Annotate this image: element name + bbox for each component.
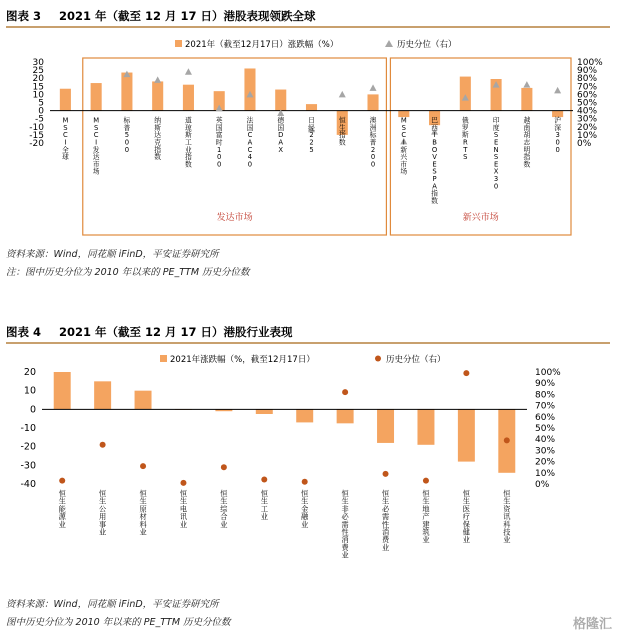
figure4-label: 图表 4 [6, 325, 42, 339]
legend-bar-swatch [175, 40, 182, 47]
y2-tick-label: 30% [577, 114, 598, 125]
y-tick-label: 10 [32, 90, 44, 101]
y-tick-label: 10 [23, 385, 36, 397]
percentile-marker [302, 479, 308, 485]
legend-bar-label: 2021年涨跌幅（%，截至12月17日） [170, 355, 315, 365]
category-label: 德国 D A X [277, 116, 285, 154]
group-label: 发达市场 [216, 213, 253, 223]
y2-tick-label: 10% [577, 130, 598, 141]
bar [94, 381, 111, 409]
figure3-label: 图表 3 [6, 9, 42, 23]
legend-bar-swatch [160, 355, 167, 362]
y-tick-label: 5 [38, 98, 44, 109]
category-label: 恒生公用事业 [99, 489, 107, 537]
y2-tick-label: 60% [577, 90, 598, 101]
percentile-marker [463, 370, 469, 376]
category-label: 恒生金融业 [301, 489, 309, 529]
category-label: 巴西 I B O V E S P A 指数 [431, 116, 438, 205]
bar [60, 89, 71, 111]
figure4-title: 2021 年（截至 12 月 17 日）港股行业表现 [59, 325, 293, 339]
y-tick-label: -20 [20, 441, 36, 453]
category-label: 恒生综合业 [220, 489, 228, 529]
y2-tick-label: 50% [577, 98, 598, 109]
category-label: 恒生地产建筑业 [422, 489, 430, 545]
y2-tick-label: 90% [577, 66, 598, 77]
bar [135, 391, 152, 410]
y2-tick-label: 0% [535, 480, 550, 490]
percentile-marker [554, 87, 561, 94]
category-label: 印度 S E N S E X 3 0 [492, 116, 500, 191]
bar [54, 372, 71, 409]
bar [183, 85, 194, 111]
bar [91, 83, 102, 111]
bar [367, 94, 378, 110]
category-label: 越南胡志明指数 [523, 116, 531, 169]
category-label: M S C I 全球 [61, 116, 69, 162]
bar [121, 73, 132, 111]
bar [306, 104, 317, 110]
y-tick-label: -20 [29, 139, 44, 149]
figure3-title: 2021 年（截至 12 月 17 日）港股表现领跌全球 [59, 9, 316, 23]
category-label: 俄罗斯 R T S [461, 116, 469, 162]
category-label: M S C I 新兴市场 [400, 116, 408, 176]
bar [377, 409, 394, 443]
category-label: 法国 C A C 4 0 [246, 116, 254, 169]
percentile-marker [59, 478, 65, 484]
y2-tick-label: 10% [535, 468, 556, 479]
y-tick-label: 20 [32, 74, 44, 85]
percentile-marker [140, 463, 146, 469]
category-label: 标普 5 0 0 [123, 116, 131, 154]
bar [256, 409, 273, 414]
category-label: 沪深 3 0 0 [554, 116, 562, 154]
legend-marker-symbol [385, 40, 393, 47]
category-label: 恒生能源业 [58, 489, 66, 529]
y-tick-label: -40 [20, 479, 36, 490]
percentile-marker [370, 84, 377, 91]
percentile-marker [339, 91, 346, 98]
percentile-marker [342, 389, 348, 395]
percentile-marker [185, 68, 192, 75]
bar [458, 409, 475, 461]
y2-tick-label: 70% [577, 82, 598, 93]
figure3-chart [0, 30, 618, 238]
category-label: 道琼斯工业指数 [185, 116, 192, 169]
y-tick-label: -10 [29, 122, 44, 133]
y2-tick-label: 60% [535, 412, 556, 423]
y-tick-label: 0 [29, 404, 36, 416]
figure3-header [6, 6, 610, 28]
y-tick-label: 20 [23, 367, 36, 378]
figure4-chart [0, 346, 618, 592]
figure4-svg [0, 346, 618, 592]
y2-tick-label: 70% [535, 401, 556, 412]
percentile-marker [261, 477, 267, 483]
percentile-marker [154, 76, 161, 83]
legend-marker-symbol [375, 356, 381, 362]
legend-marker-label: 历史分位（右） [386, 355, 446, 365]
y-tick-label: -30 [20, 460, 36, 472]
category-label: 恒生原材料业 [139, 489, 147, 537]
legend-marker-label: 历史分位（右） [397, 40, 457, 50]
category-label: 恒生电讯业 [179, 489, 188, 529]
y2-tick-label: 80% [535, 390, 556, 401]
percentile-marker [504, 437, 510, 443]
figure4-header [6, 322, 610, 344]
percentile-marker [383, 471, 389, 477]
y-tick-label: -10 [20, 423, 36, 434]
y2-tick-label: 40% [577, 106, 598, 117]
y-tick-label: 30 [32, 58, 44, 68]
y2-tick-label: 20% [577, 122, 598, 133]
watermark: 格隆汇 [572, 617, 612, 632]
bar [417, 409, 434, 444]
category-label: M S C I 发达市场 [92, 116, 100, 176]
y2-tick-label: 50% [535, 424, 556, 434]
y2-tick-label: 100% [535, 368, 561, 378]
group-box [390, 58, 571, 235]
bar [296, 409, 313, 422]
percentile-marker [523, 81, 530, 88]
legend-bar-label: 2021年（截至12月17日）涨跌幅（%） [185, 40, 339, 50]
y2-tick-label: 40% [535, 435, 556, 446]
y2-tick-label: 80% [577, 74, 598, 85]
bar [152, 81, 163, 110]
category-label: 纳斯达克指数 [154, 116, 162, 162]
category-label: 恒生工业 [260, 489, 268, 522]
figure3-note: 注：图中历史分位为 2010 年以来的 PE_TTM 历史分位数 [6, 267, 250, 278]
figure4-source: 资料来源：Wind，同花顺 iFinD，平安证券研究所 [6, 599, 219, 610]
figure3-svg [0, 30, 618, 238]
group-label: 新兴市场 [462, 213, 499, 223]
category-label: 恒生非必需性消费业 [341, 489, 349, 560]
y-tick-label: -5 [35, 114, 44, 125]
percentile-marker [180, 480, 186, 486]
y-tick-label: 15 [32, 82, 44, 93]
bar [521, 88, 532, 111]
category-label: 恒生必需性消费业 [381, 489, 390, 552]
category-label: 英国富时 1 0 0 [215, 116, 223, 169]
category-label: 恒生医疗保健业 [462, 489, 470, 545]
percentile-marker [221, 464, 227, 470]
y2-tick-label: 20% [535, 457, 556, 468]
y2-tick-label: 0% [577, 139, 592, 149]
bar [337, 409, 354, 423]
category-label: 日经 2 2 5 [308, 116, 315, 154]
bar [244, 68, 255, 110]
category-label: 澳洲标普 2 0 0 [369, 116, 377, 169]
category-label: 恒生指数 [338, 116, 346, 147]
category-label: 恒生资讯科技业 [503, 489, 511, 545]
y2-tick-label: 100% [577, 58, 603, 68]
figure3-source: 资料来源：Wind，同花顺 iFinD，平安证券研究所 [6, 249, 219, 260]
y2-tick-label: 30% [535, 446, 556, 457]
bar [275, 90, 286, 111]
y2-tick-label: 90% [535, 379, 556, 390]
y-tick-label: 0 [38, 106, 44, 117]
y-tick-label: -15 [29, 130, 44, 141]
y-tick-label: 25 [32, 66, 44, 77]
percentile-marker [423, 478, 429, 484]
figure4-note: 图中历史分位为 2010 年以来的 PE_TTM 历史分位数 [6, 617, 231, 628]
bar [460, 77, 471, 111]
percentile-marker [100, 442, 106, 448]
